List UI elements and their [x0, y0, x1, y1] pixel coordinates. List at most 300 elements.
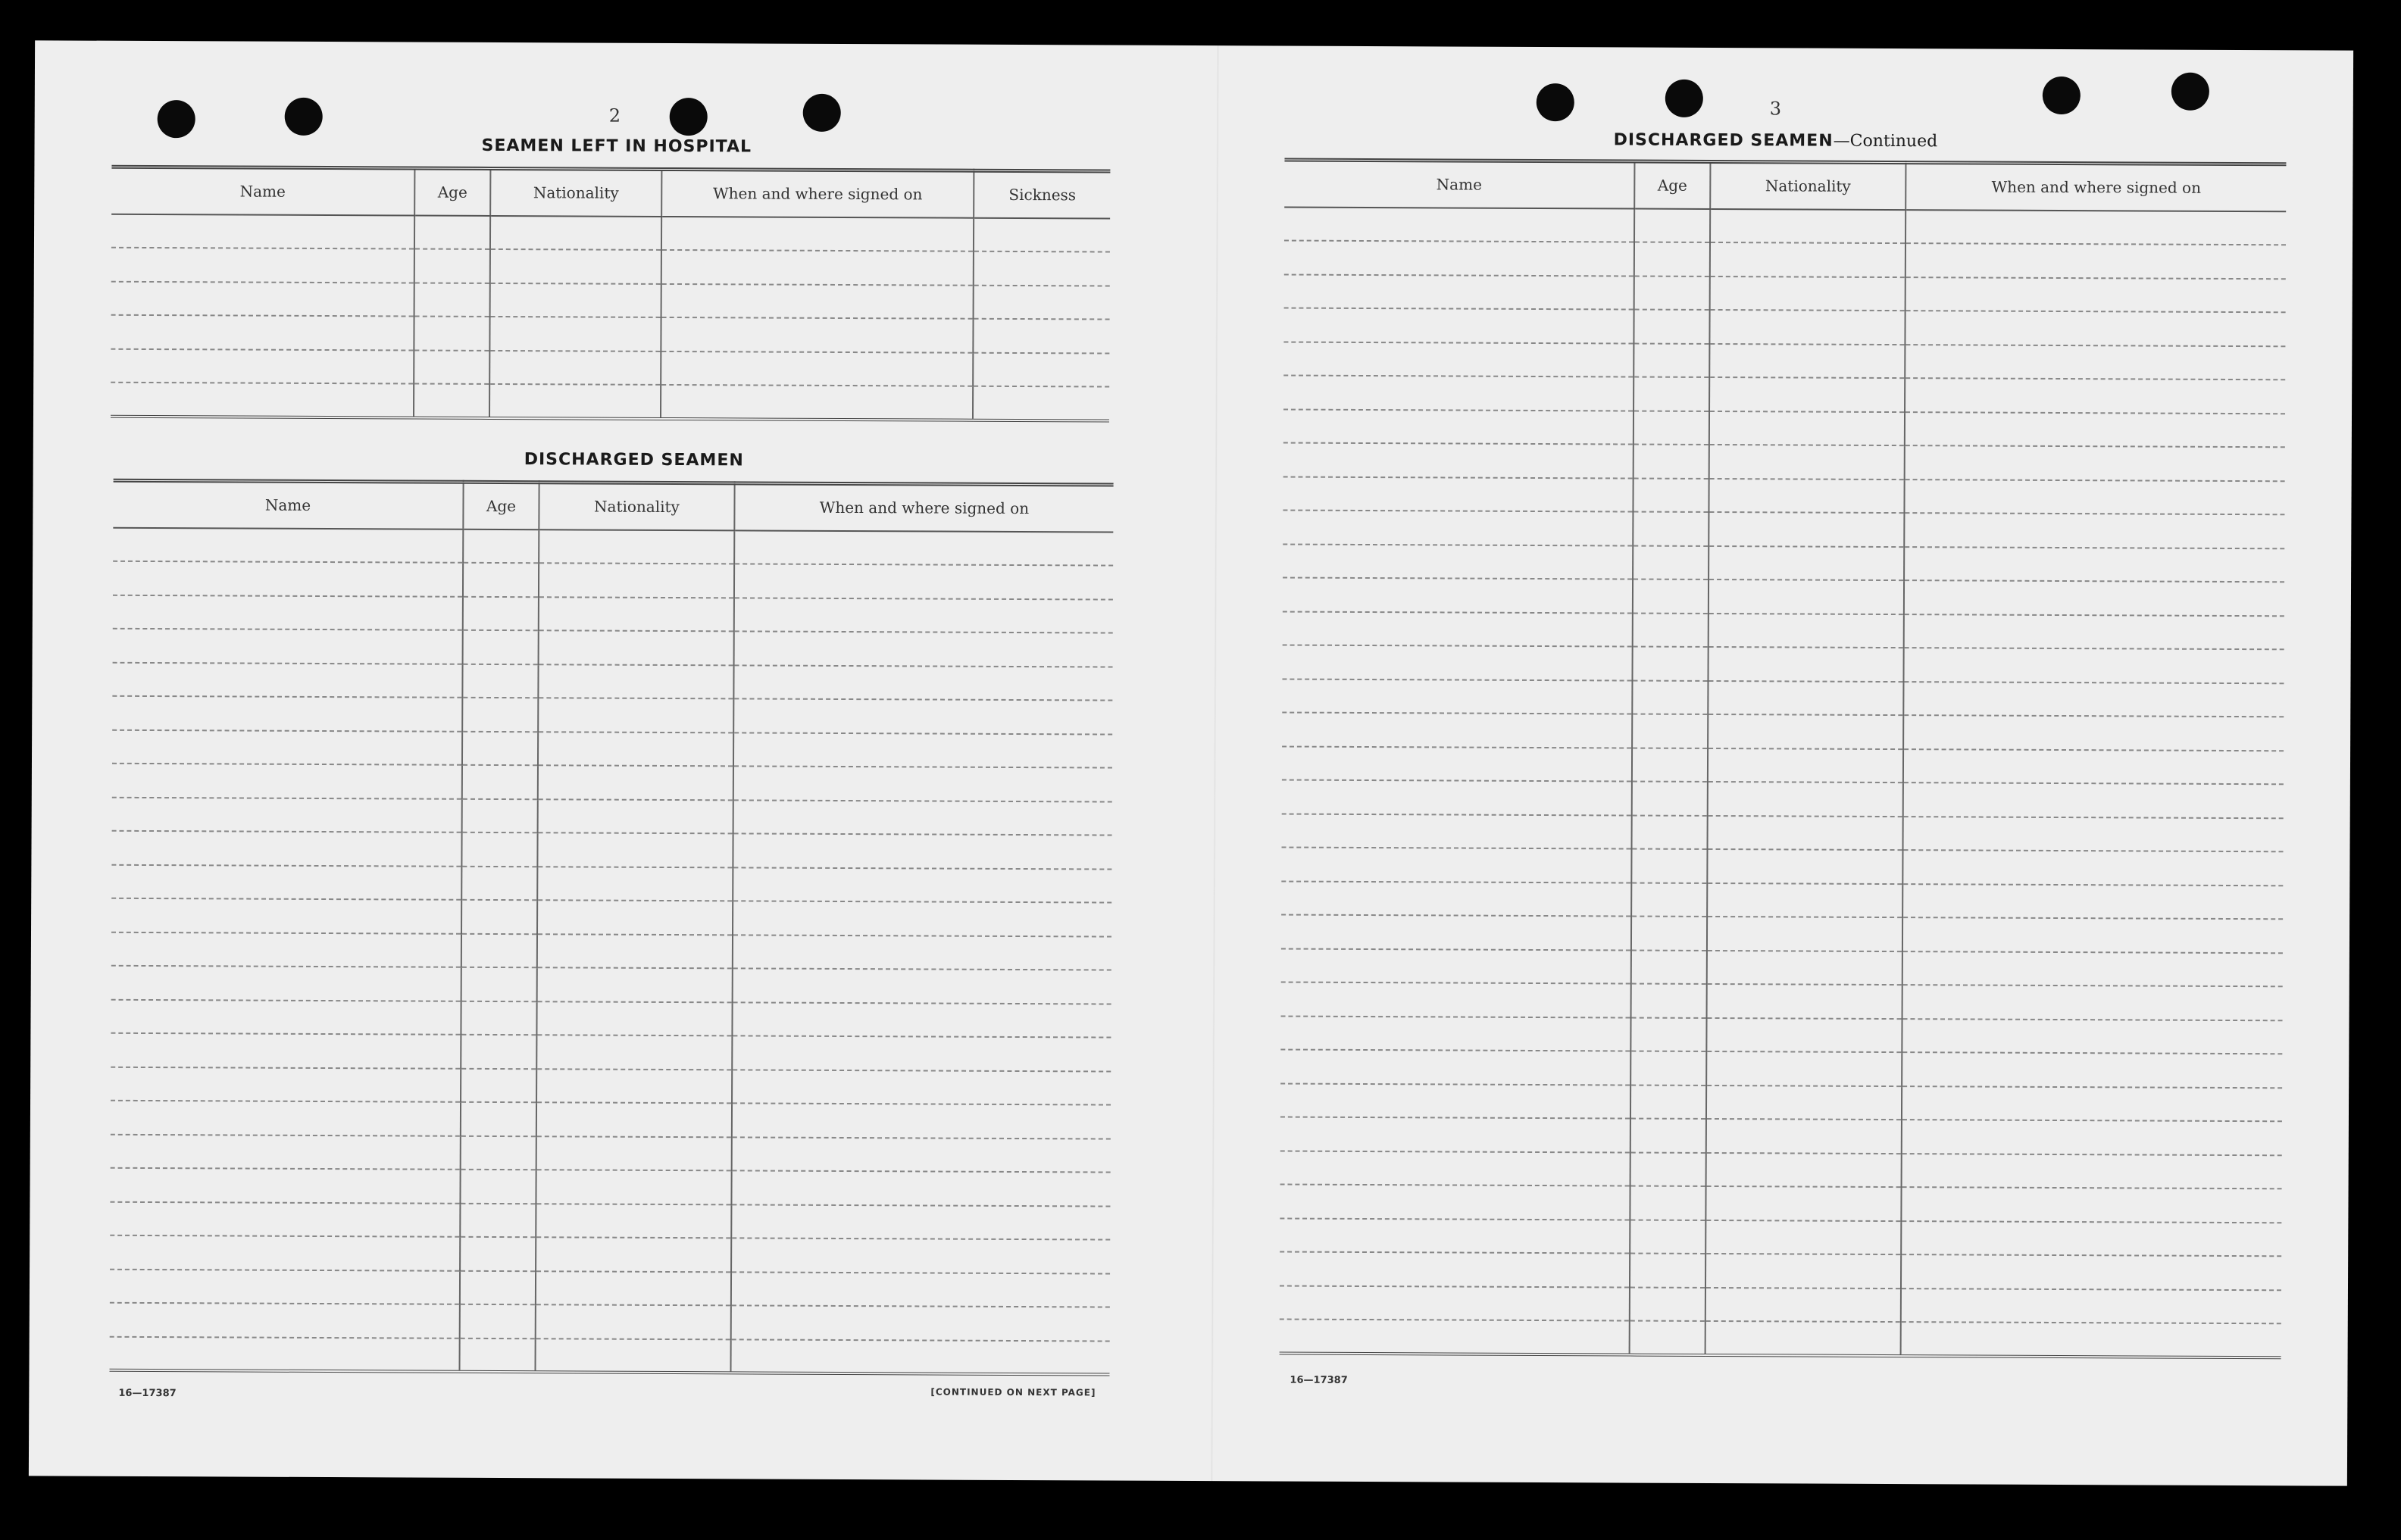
blank-entry-row: [1284, 207, 2286, 245]
blank-entry-row: [112, 662, 1112, 700]
blank-entry-cell: [1631, 849, 1707, 883]
punch-hole: [158, 100, 195, 138]
blank-entry-cell: [1631, 882, 1707, 917]
blank-entry-cell: [730, 1339, 1109, 1375]
blank-entry-cell: [110, 1269, 460, 1304]
blank-entry-cell: [1707, 917, 1902, 951]
punch-hole: [285, 98, 323, 136]
blank-entry-cell: [1709, 310, 1905, 345]
blank-entry-row: [111, 932, 1111, 970]
blank-entry-row: [111, 214, 1110, 251]
blank-entry-cell: [463, 529, 539, 563]
blank-entry-row: [111, 1033, 1111, 1071]
blank-entry-cell: [1710, 208, 1905, 243]
blank-entry-row: [111, 315, 1109, 353]
col-header-nationality: Nationality: [490, 168, 661, 216]
blank-entry-cell: [1904, 479, 2284, 515]
blank-entry-cell: [1284, 274, 1634, 310]
blank-entry-cell: [539, 563, 734, 598]
blank-entry-cell: [1280, 1285, 1630, 1321]
blank-entry-cell: [973, 386, 1109, 420]
blank-entry-cell: [1630, 1287, 1705, 1321]
blank-entry-cell: [1905, 210, 2286, 245]
blank-entry-cell: [536, 1271, 731, 1306]
blank-entry-cell: [733, 698, 1112, 734]
blank-entry-row: [1282, 814, 2284, 851]
right-page-number: 3: [1769, 98, 1782, 120]
blank-entry-row: [1282, 679, 2284, 717]
blank-entry-cell: [1633, 377, 1709, 411]
blank-entry-cell: [1708, 815, 1903, 850]
blank-entry-cell: [1710, 242, 1905, 277]
blank-entry-cell: [414, 384, 489, 418]
blank-entry-cell: [1903, 648, 2284, 683]
blank-entry-cell: [539, 529, 734, 564]
blank-entry-row: [111, 1134, 1111, 1172]
blank-entry-cell: [1709, 377, 1905, 412]
blank-entry-row: [111, 966, 1111, 1004]
blank-entry-cell: [1281, 915, 1631, 951]
blank-entry-cell: [536, 1170, 731, 1204]
blank-entry-cell: [462, 765, 538, 799]
blank-entry-row: [110, 1201, 1110, 1239]
blank-entry-cell: [1634, 208, 1710, 242]
blank-entry-cell: [536, 1102, 732, 1137]
blank-entry-cell: [1283, 511, 1633, 546]
blank-entry-row: [1284, 274, 2286, 312]
blank-entry-cell: [733, 833, 1111, 869]
blank-entry-row: [111, 383, 1109, 420]
blank-entry-row: [1281, 948, 2283, 986]
blank-entry-row: [1280, 1050, 2282, 1088]
blank-entry-cell: [1901, 1322, 2281, 1357]
blank-entry-cell: [538, 664, 733, 699]
blank-entry-cell: [537, 934, 733, 969]
blank-entry-cell: [661, 216, 974, 251]
blank-entry-cell: [1630, 1051, 1706, 1085]
blank-entry-row: [111, 1101, 1111, 1139]
blank-entry-cell: [1904, 547, 2284, 583]
discharged-table: [109, 479, 1113, 1376]
blank-entry-cell: [731, 1170, 1110, 1206]
blank-entry-cell: [111, 864, 461, 900]
col-header-name: Name: [111, 167, 414, 215]
blank-entry-cell: [1280, 1050, 1630, 1085]
blank-entry-cell: [414, 215, 490, 249]
blank-entry-cell: [1634, 276, 1710, 310]
blank-entry-cell: [1630, 1119, 1706, 1153]
blank-entry-cell: [1903, 682, 2284, 717]
blank-entry-cell: [1283, 409, 1633, 445]
discharged-continued-title-main: DISCHARGED SEAMEN: [1613, 130, 1834, 151]
blank-entry-cell: [461, 1035, 536, 1069]
blank-entry-cell: [536, 1136, 732, 1171]
blank-entry-cell: [111, 932, 461, 967]
blank-entry-cell: [462, 798, 538, 832]
blank-entry-cell: [1633, 545, 1709, 579]
blank-entry-cell: [111, 383, 414, 417]
blank-entry-cell: [1705, 1220, 1901, 1254]
blank-entry-cell: [1904, 580, 2284, 616]
blank-entry-cell: [732, 1002, 1111, 1038]
blank-entry-row: [1281, 881, 2283, 919]
blank-entry-cell: [112, 696, 462, 732]
blank-entry-cell: [973, 319, 1109, 353]
left-page-number: 2: [608, 105, 621, 127]
blank-entry-row: [1280, 1285, 2281, 1323]
punch-hole: [1665, 80, 1703, 117]
blank-entry-cell: [1709, 445, 1905, 479]
blank-entry-cell: [461, 967, 537, 1001]
blank-entry-cell: [1902, 1154, 2282, 1189]
discharged-continued-table-body: [1280, 207, 2287, 1357]
blank-entry-row: [1283, 511, 2284, 548]
blank-entry-cell: [1901, 1187, 2281, 1223]
blank-entry-row: [113, 527, 1113, 565]
blank-entry-cell: [1903, 749, 2284, 785]
blank-entry-cell: [1632, 815, 1708, 849]
blank-entry-cell: [111, 315, 414, 350]
blank-entry-row: [1280, 1117, 2282, 1155]
col-header-name: Name: [1284, 160, 1634, 208]
blank-entry-cell: [1708, 647, 1903, 682]
blank-entry-cell: [1283, 476, 1633, 512]
blank-entry-row: [1283, 376, 2285, 414]
blank-entry-cell: [489, 384, 661, 418]
blank-entry-cell: [1705, 1254, 1901, 1289]
col-header-signed-on: When and where signed on: [734, 483, 1113, 532]
blank-entry-cell: [1905, 345, 2285, 380]
blank-entry-cell: [460, 1170, 536, 1204]
blank-entry-cell: [731, 1204, 1110, 1240]
blank-entry-cell: [1902, 850, 2283, 886]
blank-entry-cell: [1709, 512, 1904, 547]
blank-entry-cell: [460, 1237, 536, 1271]
blank-entry-cell: [1901, 1254, 2281, 1290]
blank-entry-cell: [732, 1137, 1111, 1173]
blank-entry-cell: [733, 968, 1111, 1004]
blank-entry-cell: [1709, 411, 1905, 445]
blank-entry-row: [110, 1303, 1110, 1341]
col-header-name: Name: [113, 480, 463, 529]
blank-entry-row: [111, 281, 1110, 319]
blank-entry-row: [110, 1269, 1110, 1307]
blank-entry-cell: [1633, 445, 1709, 479]
blank-entry-row: [111, 831, 1111, 869]
blank-entry-cell: [731, 1272, 1110, 1307]
hospital-section-title: SEAMEN LEFT IN HOSPITAL: [481, 136, 752, 157]
blank-entry-cell: [537, 900, 733, 935]
blank-entry-cell: [462, 698, 538, 732]
blank-entry-cell: [536, 1237, 731, 1272]
blank-entry-cell: [414, 350, 489, 384]
blank-entry-cell: [461, 1135, 536, 1170]
blank-entry-cell: [661, 250, 974, 285]
blank-entry-cell: [109, 1336, 459, 1372]
blank-entry-cell: [1281, 881, 1631, 917]
blank-entry-cell: [1283, 611, 1633, 647]
blank-entry-cell: [463, 596, 539, 630]
blank-entry-cell: [461, 933, 537, 967]
blank-entry-cell: [1709, 579, 1904, 614]
blank-entry-cell: [1282, 645, 1632, 681]
blank-entry-cell: [112, 729, 462, 765]
blank-entry-cell: [1280, 1252, 1630, 1288]
blank-entry-row: [113, 561, 1113, 599]
blank-entry-cell: [1280, 1117, 1630, 1153]
blank-entry-cell: [111, 831, 461, 867]
blank-entry-cell: [1282, 713, 1632, 748]
blank-entry-cell: [537, 867, 733, 901]
blank-entry-row: [111, 898, 1111, 936]
blank-entry-cell: [1902, 917, 2283, 953]
blank-entry-cell: [1708, 714, 1903, 749]
blank-entry-cell: [1903, 715, 2284, 751]
blank-entry-cell: [461, 1001, 536, 1035]
blank-entry-cell: [1705, 1287, 1901, 1322]
blank-entry-cell: [733, 733, 1112, 768]
blank-entry-cell: [111, 999, 461, 1035]
blank-entry-cell: [1283, 308, 1633, 344]
blank-entry-cell: [1282, 679, 1632, 714]
blank-entry-cell: [111, 1067, 461, 1102]
ledger-sheet: [29, 40, 2353, 1485]
blank-entry-cell: [113, 561, 463, 597]
blank-entry-cell: [461, 1102, 536, 1136]
blank-entry-cell: [461, 900, 537, 934]
blank-entry-cell: [1632, 714, 1708, 748]
blank-entry-cell: [1708, 782, 1903, 817]
blank-entry-cell: [974, 285, 1110, 319]
blank-entry-row: [1280, 1252, 2281, 1290]
blank-entry-cell: [1632, 680, 1708, 714]
col-header-age: Age: [1634, 161, 1710, 208]
blank-entry-cell: [1902, 1120, 2282, 1155]
blank-entry-row: [112, 797, 1112, 835]
blank-entry-cell: [536, 1035, 732, 1070]
blank-entry-cell: [460, 1203, 536, 1237]
blank-entry-cell: [111, 281, 414, 316]
blank-entry-cell: [113, 595, 463, 630]
blank-entry-cell: [490, 249, 661, 283]
blank-entry-row: [111, 864, 1111, 902]
blank-entry-cell: [661, 317, 973, 352]
blank-entry-cell: [535, 1339, 730, 1373]
blank-entry-row: [111, 248, 1110, 286]
blank-entry-cell: [1902, 1019, 2282, 1054]
blank-entry-cell: [732, 1036, 1111, 1071]
blank-entry-cell: [732, 1070, 1111, 1105]
blank-entry-cell: [1633, 579, 1709, 614]
blank-entry-cell: [1283, 342, 1633, 377]
blank-entry-cell: [462, 664, 538, 698]
blank-entry-cell: [1904, 513, 2284, 548]
discharged-continued-suffix: —Continued: [1833, 131, 1938, 152]
blank-entry-cell: [414, 249, 490, 283]
blank-entry-cell: [1283, 376, 1633, 411]
blank-entry-cell: [1633, 343, 1709, 377]
blank-entry-cell: [731, 1238, 1110, 1273]
blank-entry-cell: [111, 348, 414, 383]
blank-entry-cell: [1905, 311, 2285, 346]
blank-entry-cell: [1284, 241, 1634, 276]
blank-entry-cell: [490, 283, 661, 317]
blank-entry-cell: [661, 283, 974, 318]
blank-entry-cell: [1630, 1321, 1705, 1355]
blank-entry-cell: [111, 214, 414, 248]
blank-entry-cell: [489, 350, 661, 384]
blank-entry-cell: [1903, 817, 2284, 852]
blank-entry-cell: [974, 217, 1110, 251]
blank-entry-cell: [463, 630, 539, 664]
blank-entry-row: [1282, 645, 2284, 683]
blank-entry-row: [112, 764, 1112, 801]
blank-entry-cell: [539, 597, 734, 632]
blank-entry-cell: [974, 251, 1110, 286]
blank-entry-cell: [1710, 276, 1905, 311]
blank-entry-cell: [536, 1001, 732, 1036]
blank-entry-cell: [461, 866, 537, 900]
blank-entry-cell: [733, 766, 1112, 801]
blank-entry-cell: [1284, 207, 1634, 242]
blank-entry-row: [110, 1168, 1110, 1206]
hospital-table: [111, 165, 1110, 422]
blank-entry-row: [1280, 1320, 2281, 1357]
blank-entry-cell: [1281, 982, 1631, 1018]
blank-entry-cell: [1633, 310, 1709, 344]
blank-entry-cell: [1633, 478, 1709, 512]
blank-entry-cell: [461, 832, 537, 867]
blank-entry-cell: [538, 799, 733, 834]
blank-entry-cell: [1707, 984, 1902, 1019]
blank-entry-row: [1282, 746, 2284, 784]
blank-entry-cell: [536, 1304, 731, 1339]
blank-entry-cell: [1905, 412, 2285, 448]
discharged-section-title: DISCHARGED SEAMEN: [524, 450, 744, 470]
blank-entry-cell: [489, 317, 661, 351]
blank-entry-cell: [536, 1204, 731, 1239]
blank-entry-row: [1281, 982, 2283, 1020]
blank-entry-cell: [731, 1305, 1110, 1341]
blank-entry-row: [1280, 1185, 2281, 1223]
discharged-continued-table: [1280, 158, 2287, 1359]
blank-entry-cell: [112, 797, 462, 832]
blank-entry-cell: [1280, 1151, 1630, 1186]
blank-entry-cell: [1705, 1186, 1901, 1221]
blank-entry-cell: [733, 867, 1111, 903]
blank-entry-cell: [1280, 1320, 1630, 1355]
blank-entry-cell: [1706, 1085, 1902, 1120]
blank-entry-row: [1282, 780, 2284, 818]
blank-entry-cell: [538, 698, 733, 733]
blank-entry-cell: [112, 764, 462, 799]
blank-entry-cell: [1905, 445, 2285, 481]
blank-entry-cell: [1902, 884, 2283, 920]
blank-entry-row: [111, 1067, 1111, 1104]
blank-entry-cell: [537, 832, 733, 867]
blank-entry-cell: [1901, 1221, 2281, 1257]
blank-entry-cell: [1905, 243, 2286, 279]
blank-entry-cell: [113, 629, 463, 664]
blank-entry-cell: [111, 1101, 461, 1136]
blank-entry-cell: [110, 1168, 460, 1204]
blank-entry-row: [109, 1336, 1109, 1374]
blank-entry-row: [111, 999, 1111, 1037]
blank-entry-cell: [1282, 814, 1632, 849]
blank-entry-cell: [113, 527, 463, 563]
blank-entry-cell: [1902, 951, 2283, 987]
blank-entry-cell: [1709, 613, 1904, 648]
blank-entry-cell: [462, 731, 538, 765]
blank-entry-cell: [1708, 748, 1903, 782]
blank-entry-cell: [1905, 378, 2285, 414]
blank-entry-cell: [1631, 917, 1707, 951]
blank-entry-row: [1284, 241, 2286, 279]
blank-entry-cell: [1281, 848, 1631, 883]
blank-entry-cell: [538, 732, 733, 767]
blank-entry-row: [1283, 409, 2285, 447]
blank-entry-row: [112, 696, 1112, 734]
blank-entry-cell: [1282, 780, 1632, 816]
col-header-age: Age: [463, 482, 539, 529]
blank-entry-cell: [1706, 1051, 1902, 1086]
blank-entry-cell: [1902, 985, 2283, 1020]
blank-entry-cell: [734, 631, 1113, 667]
blank-entry-row: [1283, 611, 2284, 649]
blank-entry-cell: [110, 1201, 460, 1237]
blank-entry-cell: [1905, 277, 2286, 313]
blank-entry-cell: [1632, 647, 1708, 681]
blank-entry-cell: [111, 1033, 461, 1069]
blank-entry-cell: [734, 598, 1113, 633]
blank-entry-row: [1280, 1151, 2282, 1189]
blank-entry-cell: [732, 1103, 1111, 1139]
blank-entry-cell: [733, 901, 1111, 936]
blank-entry-cell: [1707, 882, 1902, 917]
right-form-code: 16—17387: [1290, 1374, 1348, 1386]
blank-entry-cell: [463, 563, 539, 597]
hospital-table-body: [111, 214, 1110, 420]
blank-entry-cell: [1902, 1052, 2282, 1088]
blank-entry-cell: [973, 352, 1109, 386]
blank-entry-cell: [1631, 950, 1707, 984]
punch-hole: [2171, 73, 2209, 111]
blank-entry-cell: [1280, 1185, 1630, 1220]
blank-entry-cell: [1630, 1017, 1706, 1051]
blank-entry-row: [110, 1235, 1110, 1273]
punch-hole: [670, 98, 708, 136]
blank-entry-cell: [110, 1303, 460, 1339]
blank-entry-row: [1280, 1016, 2282, 1054]
discharged-table-body: [109, 527, 1113, 1374]
blank-entry-cell: [539, 630, 734, 665]
blank-entry-cell: [733, 665, 1112, 701]
blank-entry-cell: [414, 283, 490, 317]
blank-entry-cell: [1901, 1289, 2281, 1324]
left-form-code: 16—17387: [118, 1387, 177, 1400]
blank-entry-cell: [1630, 1152, 1706, 1186]
blank-entry-cell: [734, 564, 1113, 599]
blank-entry-cell: [1706, 1119, 1902, 1154]
blank-entry-cell: [1630, 1085, 1706, 1119]
punch-hole: [2043, 77, 2081, 114]
blank-entry-row: [112, 729, 1112, 767]
blank-entry-cell: [111, 248, 414, 283]
blank-entry-row: [1283, 342, 2285, 380]
blank-entry-row: [1281, 848, 2283, 886]
continued-note: [CONTINUED ON NEXT PAGE]: [930, 1386, 1096, 1398]
blank-entry-cell: [1633, 512, 1709, 546]
